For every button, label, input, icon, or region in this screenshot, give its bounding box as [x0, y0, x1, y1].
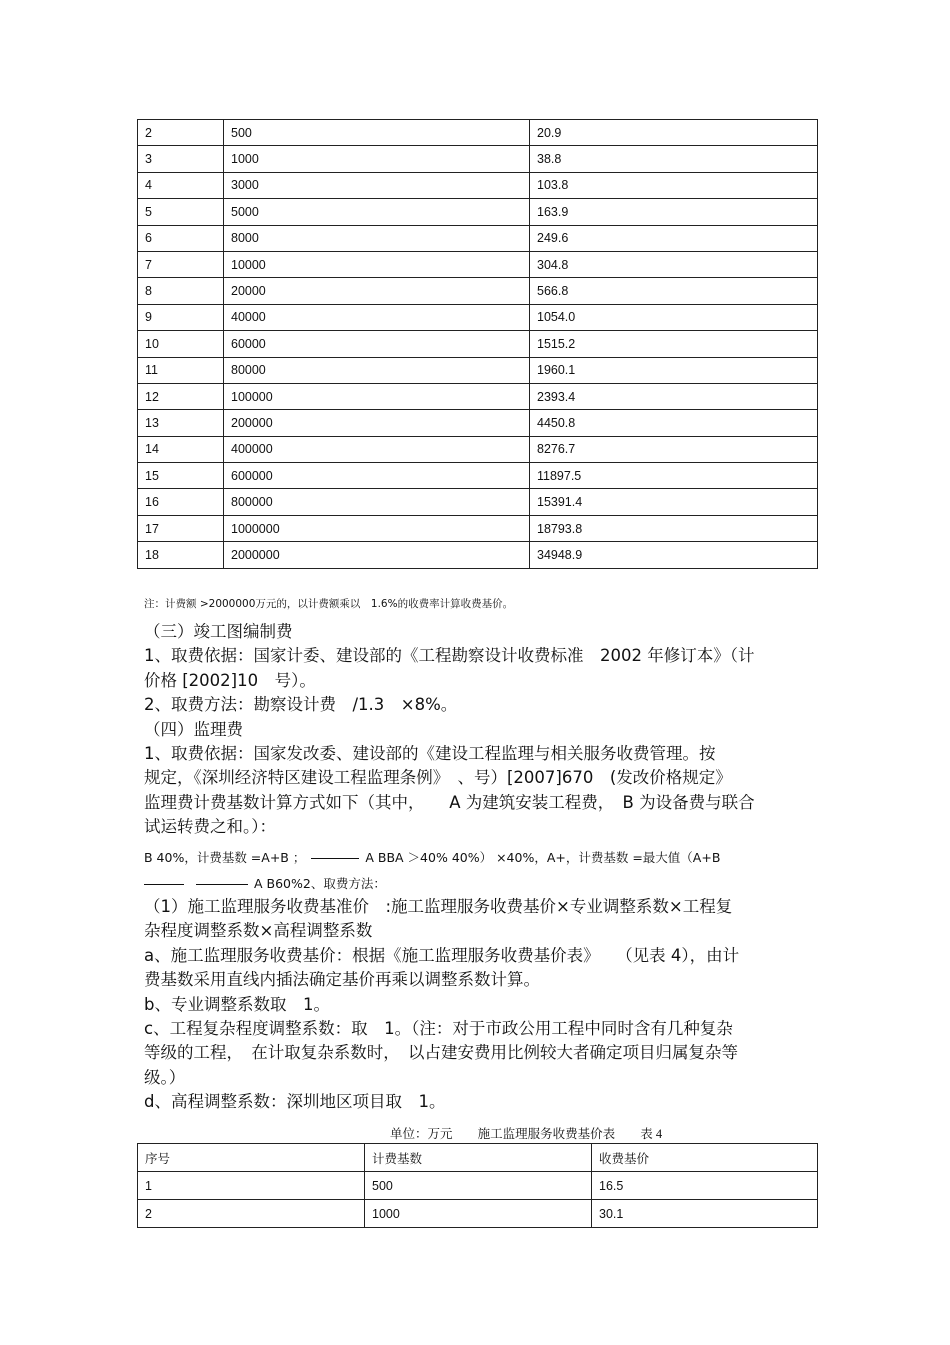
table-cell: 16 — [138, 489, 224, 515]
formula-dash — [311, 858, 359, 859]
paragraph-line: 等级的工程， 在计取复杂系数时， 以占建安费用比例较大者确定项目归属复杂等 — [144, 1043, 738, 1063]
table-cell: 30.1 — [592, 1200, 818, 1228]
table-cell: 11 — [138, 357, 224, 383]
table-cell: 600000 — [224, 463, 530, 489]
table-cell: 18 — [138, 542, 224, 568]
formula-line-1 — [144, 848, 720, 866]
paragraph-line: 级。） — [144, 1067, 186, 1087]
table-cell: 2 — [138, 1200, 365, 1228]
table-cell: 400000 — [224, 436, 530, 462]
table-cell: 20000 — [224, 278, 530, 304]
paragraph-line: 监理费计费基数计算方式如下（其中， A 为建筑安装工程费， B 为设备费与联合 — [144, 792, 755, 812]
formula-dash — [144, 884, 184, 885]
table-cell: 10 — [138, 331, 224, 357]
table-row — [138, 410, 818, 436]
paragraph-line: d、高程调整系数：深圳地区项目取 1。 — [144, 1092, 446, 1112]
section-completion-and-supervision — [144, 620, 814, 840]
table-cell: 1000 — [224, 146, 530, 172]
table-cell: 3000 — [224, 172, 530, 198]
caption-title: 施工监理服务收费基价表 — [477, 1127, 616, 1141]
table-row — [138, 146, 818, 172]
table-cell: 2 — [138, 120, 224, 146]
formula-part-3: A B60%2、取费方法： — [254, 876, 386, 891]
paragraph-line: 试运转费之和。）： — [144, 817, 276, 837]
table-row — [138, 463, 818, 489]
table-cell: 12 — [138, 383, 224, 409]
table-row — [138, 542, 818, 568]
table-row — [138, 515, 818, 541]
table-cell: 5 — [138, 199, 224, 225]
formula-part-1: B 40%，计费基数 =A+B ； — [144, 850, 306, 865]
table-cell: 10000 — [224, 251, 530, 277]
table-cell: 20.9 — [530, 120, 818, 146]
paragraph-line: 价格 [2002]10 号）。 — [144, 670, 316, 690]
table-row — [138, 278, 818, 304]
table-cell: 60000 — [224, 331, 530, 357]
table-cell: 2393.4 — [530, 383, 818, 409]
table-cell: 1054.0 — [530, 304, 818, 330]
table-cell: 566.8 — [530, 278, 818, 304]
table-cell: 500 — [224, 120, 530, 146]
table-header-row — [138, 1144, 818, 1172]
table-row — [138, 172, 818, 198]
supervision-fee-table — [137, 1143, 818, 1228]
table-cell: 40000 — [224, 304, 530, 330]
table-row — [138, 225, 818, 251]
table-row — [138, 436, 818, 462]
table-cell: 9 — [138, 304, 224, 330]
paragraph-line: b、专业调整系数取 1。 — [144, 994, 330, 1014]
formula-dash — [196, 884, 248, 885]
table-cell: 15391.4 — [530, 489, 818, 515]
table-cell: 8 — [138, 278, 224, 304]
table-cell: 8276.7 — [530, 436, 818, 462]
table-row — [138, 1172, 818, 1200]
table-row — [138, 357, 818, 383]
table-cell: 2000000 — [224, 542, 530, 568]
table-note: 注：计费额 >2000000万元的，以计费额乘以 1.6%的收费率计算收费基价。 — [144, 598, 514, 610]
table-cell: 3 — [138, 146, 224, 172]
table-cell: 249.6 — [530, 225, 818, 251]
table-row — [138, 1200, 818, 1228]
paragraph-line: c、工程复杂程度调整系数：取 1。（注：对于市政公用工程中同时含有几种复杂 — [144, 1019, 733, 1039]
table-cell: 100000 — [224, 383, 530, 409]
caption-label: 表 4 — [640, 1127, 663, 1141]
table-cell: 1000 — [365, 1200, 592, 1228]
table-cell: 500 — [365, 1172, 592, 1200]
table-cell: 16.5 — [592, 1172, 818, 1200]
paragraph-line: 1、取费依据：国家发改委、建设部的《建设工程监理与相关服务收费管理。按 — [144, 744, 716, 764]
section-fee-method — [144, 895, 814, 1115]
table-cell: 163.9 — [530, 199, 818, 225]
table-cell: 4 — [138, 172, 224, 198]
table-cell: 38.8 — [530, 146, 818, 172]
table-cell: 80000 — [224, 357, 530, 383]
table-cell: 103.8 — [530, 172, 818, 198]
table-cell: 304.8 — [530, 251, 818, 277]
paragraph-line: （四）监理费 — [144, 719, 243, 739]
table-row — [138, 489, 818, 515]
table-cell: 7 — [138, 251, 224, 277]
table-cell: 5000 — [224, 199, 530, 225]
paragraph-line: （1）施工监理服务收费基准价 :施工监理服务收费基价×专业调整系数×工程复 — [144, 897, 733, 916]
supervision-fee-table-header — [138, 1144, 818, 1172]
table-cell: 11897.5 — [530, 463, 818, 489]
fee-base-table-body — [138, 120, 818, 569]
table-cell: 8000 — [224, 225, 530, 251]
paragraph-line: 费基数采用直线内插法确定基价再乘以调整系数计算。 — [144, 970, 540, 990]
table-caption — [390, 1124, 684, 1142]
formula-part-2: A BBA ＞40% 40%） ×40%，A+，计费基数 =最大值（A+B — [365, 850, 721, 865]
paragraph-line: 2、取费方法：勘察设计费 /1.3 ×8%。 — [144, 695, 458, 715]
table-cell: 200000 — [224, 410, 530, 436]
table-row — [138, 199, 818, 225]
table-cell: 1 — [138, 1172, 365, 1200]
column-header: 序号 — [138, 1144, 365, 1172]
table-row — [138, 331, 818, 357]
paragraph-line: 杂程度调整系数×高程调整系数 — [144, 921, 373, 941]
table-cell: 17 — [138, 515, 224, 541]
table-row — [138, 304, 818, 330]
column-header: 收费基价 — [592, 1144, 818, 1172]
paragraph-line: （三）竣工图编制费 — [144, 622, 293, 641]
formula-line-2 — [144, 874, 386, 892]
table-cell: 18793.8 — [530, 515, 818, 541]
table-row — [138, 120, 818, 146]
table-cell: 6 — [138, 225, 224, 251]
table-cell: 13 — [138, 410, 224, 436]
table-cell: 800000 — [224, 489, 530, 515]
table-cell: 1960.1 — [530, 357, 818, 383]
table-cell: 4450.8 — [530, 410, 818, 436]
paragraph-line: a、施工监理服务收费基价：根据《施工监理服务收费基价表》 （见表 4），由计 — [144, 945, 740, 965]
table-cell: 15 — [138, 463, 224, 489]
fee-base-table-continued — [137, 119, 818, 569]
table-cell: 1000000 — [224, 515, 530, 541]
table-row — [138, 383, 818, 409]
table-cell: 34948.9 — [530, 542, 818, 568]
table-row — [138, 251, 818, 277]
supervision-fee-table-body — [138, 1172, 818, 1228]
caption-unit: 单位：万元 — [390, 1127, 453, 1141]
table-cell: 1515.2 — [530, 331, 818, 357]
column-header: 计费基数 — [365, 1144, 592, 1172]
paragraph-line: 1、取费依据：国家计委、建设部的《工程勘察设计收费标准 2002 年修订本》（计 — [144, 646, 755, 666]
paragraph-line: 规定，《深圳经济特区建设工程监理条例》 、号）[2007]670 (发改价格规定》 — [144, 768, 732, 788]
table-cell: 14 — [138, 436, 224, 462]
